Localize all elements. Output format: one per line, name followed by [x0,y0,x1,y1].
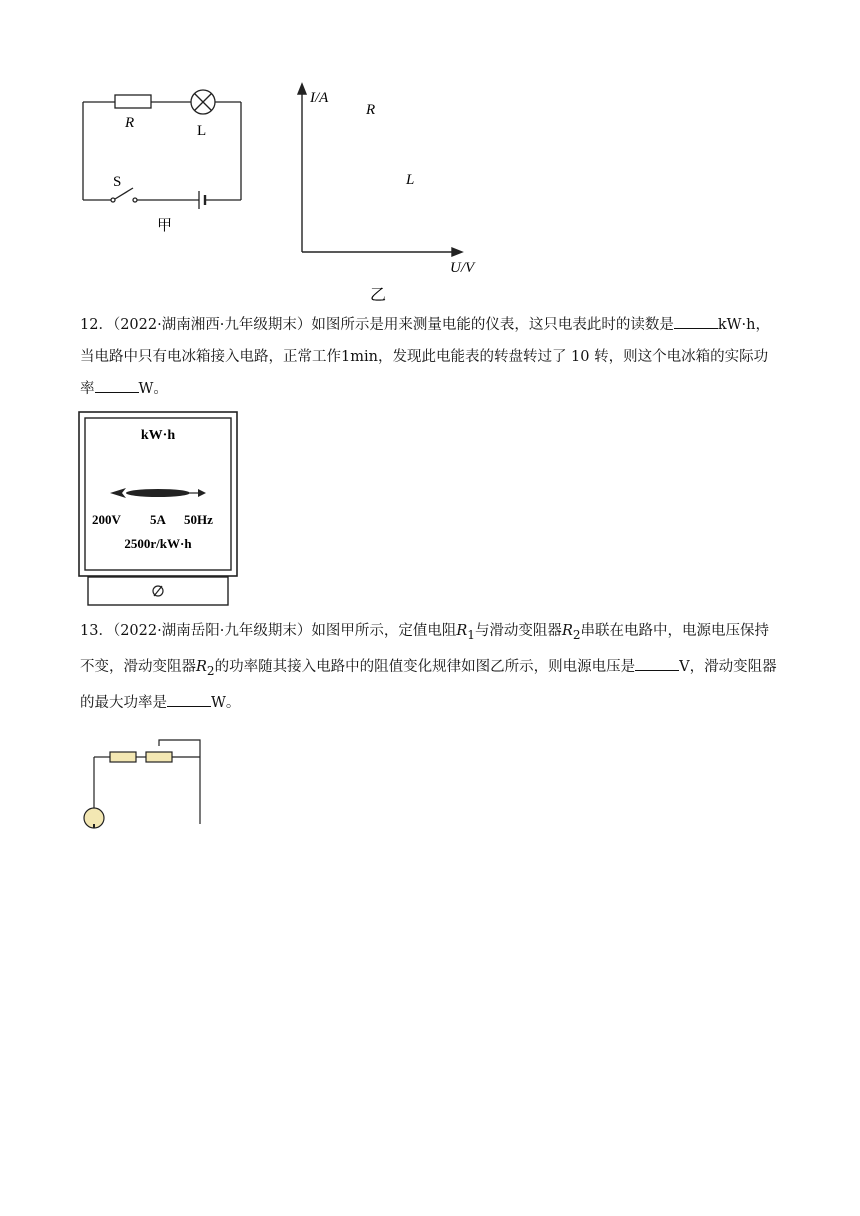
q13-r2-again: R [196,658,207,675]
q12-spec-current: 5A [150,512,166,527]
q13-text-a: 13．（2022·湖南岳阳·九年级期末）如图甲所示，定值电阻 [80,623,457,639]
q13-r1-sub: 1 [467,627,475,642]
q13-rheostat-r2 [146,752,172,762]
q13-r1: R [456,623,468,639]
q12-text-c: W。 [138,381,168,397]
q13-r2-again-sub: 2 [206,663,215,678]
q11-label-s: S [113,174,122,190]
q13-question [80,615,780,719]
q13-r2: R [561,623,573,639]
q11-y-label: I/A [310,90,329,106]
q11-curve-label-r: R [366,102,376,118]
q13-text-d: 的功率随其接入电路中的阻值变化规律如图乙所示，则电源电压是 [214,658,636,675]
q11-curve-label-l: L [406,172,415,188]
q11-circuit-figure [75,80,255,240]
q12-question [80,309,780,405]
q11-graph-figure [272,80,492,305]
q11-label-l: L [197,123,207,139]
q12-blank-2[interactable] [95,378,139,393]
q13-blank-2[interactable] [167,692,211,707]
q13-resistor-r1 [110,752,136,762]
q12-spec-frequency: 50Hz [184,512,213,527]
q13-text-f: W。 [211,694,241,711]
q12-meter-rating: 2500r/kW·h [124,536,192,551]
q12-blank-1[interactable] [674,314,718,329]
q12-meter-unit: kW·h [140,428,176,443]
q12-text-a: 12．（2022·湖南湘西·九年级期末）如图所示是用来测量电能的仪表，这只电表此时的读数是 [80,317,674,333]
q12-spec-voltage: 200V [92,512,121,527]
q12-text-b: kW·h，当电路中只有电冰箱接入电路，正常工作1min，发现此电能表的转盘转过了 10 转，则这个电冰箱的实际功率 [80,317,770,397]
q13-text-e: V，滑动变阻器的最大功率是 [80,658,777,711]
q12-energy-meter [78,411,238,607]
q13-text-b: 与滑动变阻器 [474,623,562,639]
q13-blank-1[interactable] [635,656,679,671]
q13-text-c: 串联在电路中，电源电压保持不变，滑动变阻器 [80,623,770,675]
q11-x-label: U/V [450,260,475,276]
q11-label-r: R [125,115,135,131]
q13-r2-sub: 2 [572,627,581,642]
q13-circuit-figure [78,730,218,870]
q11-resistor-r [115,95,151,108]
q11-circuit-caption: 甲 [157,218,173,234]
q11-graph-caption: 乙 [370,287,387,304]
